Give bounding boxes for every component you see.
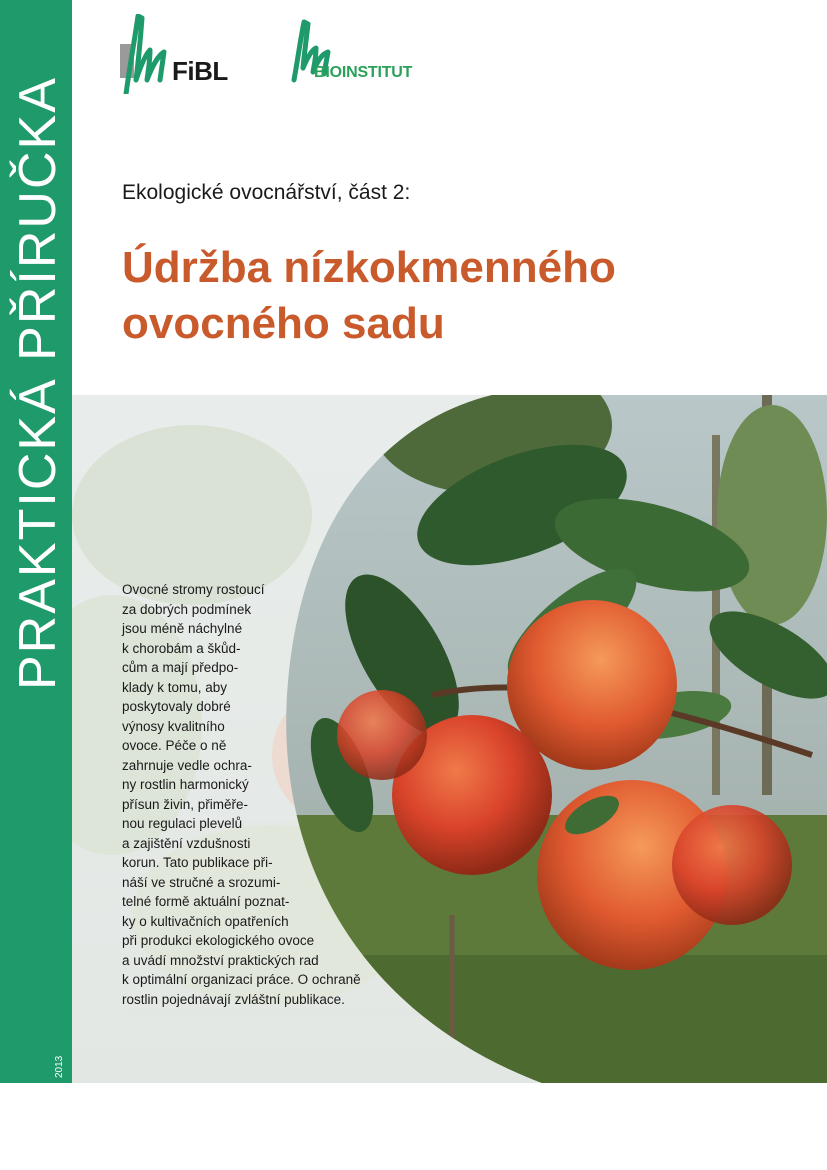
intro-line: ny rostlin harmonický	[122, 777, 249, 792]
intro-line: a zajištění vzdušnosti	[122, 835, 251, 851]
intro-line: nou regulaci plevelů	[122, 816, 243, 831]
fibl-logo	[120, 14, 250, 94]
intro-line: jsou méně náchylné	[122, 621, 243, 636]
intro-line: ovoce. Péče o ně	[122, 738, 227, 753]
side-band	[0, 0, 72, 1083]
intro-line: Ovocné stromy rostoucí	[122, 582, 265, 597]
intro-line: klady k tomu, aby	[122, 679, 228, 695]
intro-line: a uvádí množství praktických rad	[122, 952, 319, 968]
intro-line: zahrnuje vedle ochra-	[122, 757, 252, 773]
intro-line: telné formě aktuální poznat-	[122, 894, 290, 909]
intro-line: výnosy kvalitního	[122, 718, 225, 734]
intro-line: rostlin pojednávají zvláštní publikace.	[122, 991, 345, 1007]
intro-text	[122, 580, 402, 1009]
intro-line: cům a mají předpo-	[122, 660, 239, 675]
intro-line: ky o kultivačních opatřeních	[122, 913, 289, 929]
intro-line: k chorobám a škůd-	[122, 640, 241, 656]
page-title	[122, 240, 762, 352]
bioinstitut-mark-icon	[290, 14, 340, 94]
title-line-2: ovocného sadu	[122, 299, 445, 348]
title-line-1: Údržba nízkokmenného	[122, 243, 616, 292]
series-subtitle: Ekologické ovocnářství, část 2:	[122, 181, 411, 204]
intro-line: náší ve stručné a srozumi-	[122, 874, 281, 890]
intro-line: za dobrých podmínek	[122, 601, 252, 617]
intro-line: korun. Tato publikace při-	[122, 855, 273, 870]
intro-line: přísun živin, přiměře-	[122, 796, 249, 812]
intro-line: při produkci ekologického ovoce	[122, 933, 315, 948]
intro-line: poskytovaly dobré	[122, 699, 231, 714]
bioinstitut-wordmark: BIOINSTITUT	[314, 64, 413, 81]
intro-line: k optimální organizaci práce. O ochraně	[122, 972, 361, 987]
side-year: 2013	[54, 1055, 65, 1078]
fibl-mark-icon	[120, 14, 180, 94]
bioinstitut-logo	[290, 14, 450, 94]
fibl-wordmark: FiBL	[172, 56, 228, 86]
side-title: PRAKTICKÁ PŘÍRUČKA	[9, 76, 67, 690]
